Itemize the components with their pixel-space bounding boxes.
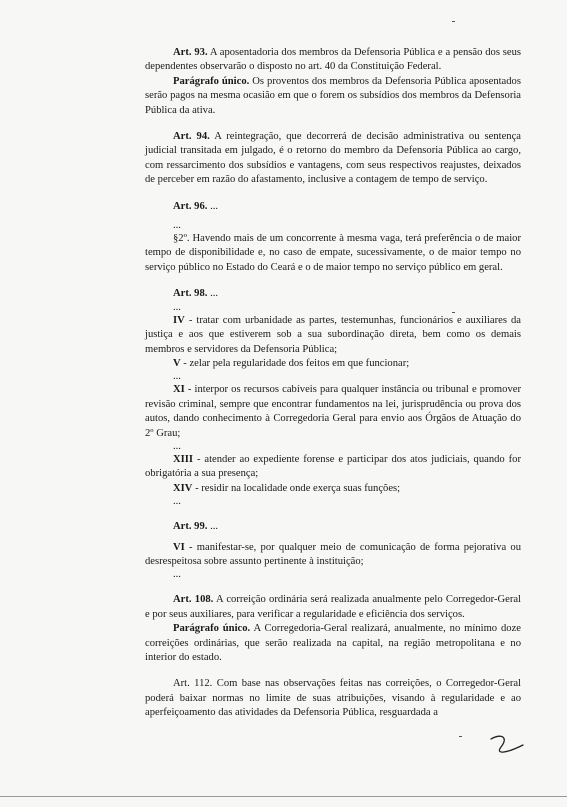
- ellipsis: ...: [173, 220, 181, 232]
- art-94: Art. 94. A reintegração, que decorrerá de decisão administrativa ou sentença judicial transitada em julgado, é o retorno do membro da Defensoria Pública ao cargo, com ressarcimento dos subsídios e vantagens, com seus respectivos reajustes, deixados de perceber em razão do afastamento, inclusive a contagem de tempo de serviço.: [145, 131, 521, 186]
- scan-speck: [459, 736, 462, 737]
- scan-speck: [452, 312, 455, 313]
- art-98-item-xiii: XIII - atender ao expediente forense e participar dos atos judiciais, quando for obrigatória a sua presença;: [145, 453, 521, 480]
- ellipsis: ...: [173, 301, 181, 313]
- art-93: Art. 93. A aposentadoria dos membros da Defensoria Pública e a pensão dos seus dependentes observarão o disposto no art. 40 da Constituição Federal.: [145, 47, 522, 73]
- art-93-label: Art. 93.: [173, 47, 208, 58]
- ellipsis: ...: [173, 440, 181, 452]
- art-98-item-xi: XI - interpor os recursos cabíveis para qualquer instância ou tribunal e promover revisão criminal, sempre que encontrar fundamentos na lei, jurisprudência ou prova dos autos, dando conhecimento à Corregedoria Geral para envio aos Órgãos de Atuação do 2º Grau;: [145, 384, 521, 439]
- scan-speck: [452, 21, 455, 22]
- art-108-paragraph: Parágrafo único. A Corregedoria-Geral realizará, anualmente, no mínimo doze correições ordinárias, que serão realizada na capital, na região metropolitana e no interior do estado.: [145, 623, 521, 663]
- ellipsis: ...: [173, 496, 181, 508]
- art-93-paragraph: Parágrafo único. Os proventos dos membros da Defensoria Pública aposentados serão pagos na mesma ocasião em que o forem os subsídios dos membros da Defensoria Pública da ativa.: [145, 75, 521, 116]
- art-96: Art. 96. ...: [173, 200, 219, 212]
- art-99: Art. 99. ...: [173, 521, 219, 533]
- scan-edge: [0, 796, 567, 797]
- art-98: Art. 98. ...: [173, 288, 219, 300]
- art-99-item-vi: VI - manifestar-se, por qualquer meio de comunicação de forma pejorativa ou desrespeitosa sobre assunto pertinente à instituição;: [145, 541, 521, 567]
- ellipsis: ...: [173, 371, 181, 383]
- art-98-item-iv: IV - tratar com urbanidade as partes, testemunhas, funcionários e auxiliares da justiça e aos que estiverem sob a sua subordinação direta, bem como os demais membros e servidores da Defensoria Pública;: [145, 314, 521, 355]
- signature-mark: [487, 731, 527, 761]
- art-112: Art. 112. Com base nas observações feitas nas correições, o Corregedor-Geral poderá baixar normas no limite de suas atribuições, visando à regularidade e ao aperfeiçoamento das atividades da Defensoria Pública, resguardada a: [145, 678, 521, 719]
- art-98-item-xiv: XIV - residir na localidade onde exerça suas funções;: [173, 482, 401, 494]
- art-96-para-2: §2º. Havendo mais de um concorrente à mesma vaga, terá preferência o de maior tempo de disponibilidade e, no caso de empate, sucessivamente, o de maior tempo no serviço público no Estado do Ceará e o de maior tempo no serviço público em geral.: [145, 233, 521, 273]
- art-108: Art. 108. A correição ordinária será realizada anualmente pelo Corregedor-Geral e por seus auxiliares, para verificar a regularidade e eficiência dos serviços.: [145, 594, 522, 620]
- art-98-item-v: V - zelar pela regularidade dos feitos em que funcionar;: [173, 357, 410, 369]
- ellipsis: ...: [173, 569, 181, 581]
- document-body: [145, 46, 521, 721]
